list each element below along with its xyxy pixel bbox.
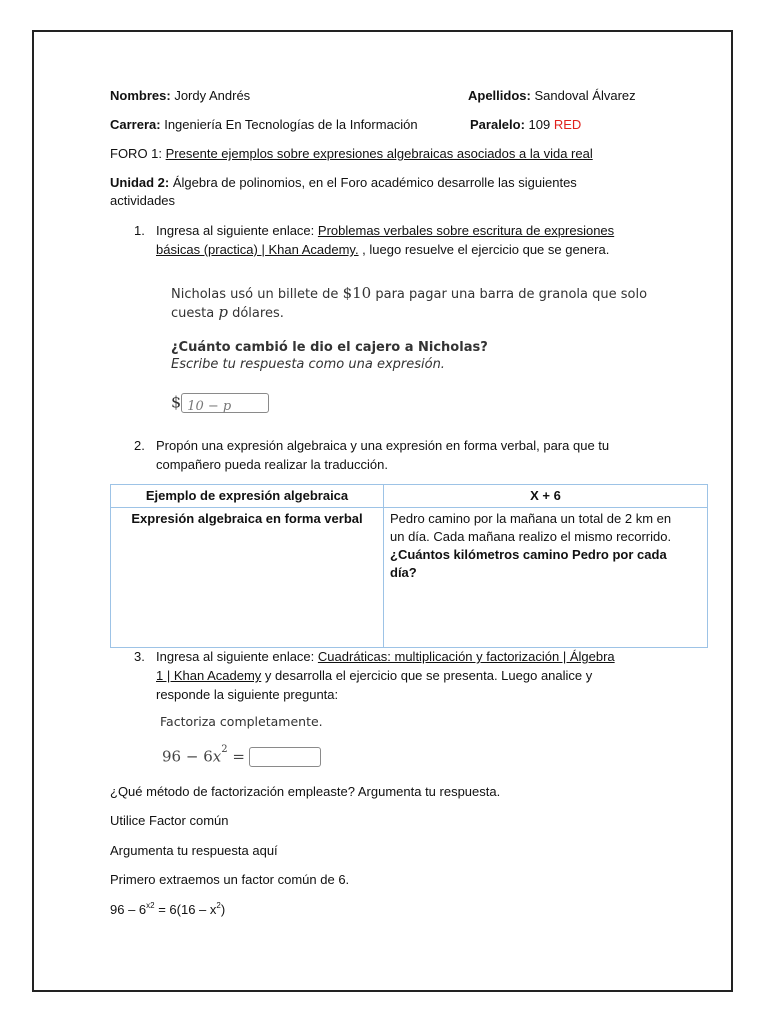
unidad-text-2: actividades — [110, 193, 176, 208]
problem-instruction: Escribe tu respuesta como una expresión. — [171, 357, 445, 372]
problem-text-c: cuesta — [171, 306, 219, 321]
paralelo-value: 109 — [528, 117, 551, 132]
problem-line1 — [171, 284, 647, 304]
item2-line2: compañero pueda realizar la traducción. — [156, 457, 388, 472]
nombres-value: Jordy Andrés — [174, 88, 251, 103]
nombres-label: Nombres: — [110, 88, 171, 103]
answer-value: 10 − p — [187, 398, 232, 414]
item2-line1: Propón una expresión algebraica y una expresión en forma verbal, para que tu — [156, 438, 610, 453]
problem-amount: $10 — [342, 284, 372, 302]
answer-row — [171, 391, 269, 414]
argue-label: Argumenta tu respuesta aquí — [110, 843, 278, 858]
result-b: = 6(16 – x — [154, 902, 217, 917]
factor-expr-a: 96 − 6 — [162, 747, 213, 766]
foro-line — [110, 145, 593, 163]
nombres-line — [110, 87, 250, 105]
result-a: 96 – 6 — [110, 902, 147, 917]
item3-line2 — [156, 667, 592, 685]
item1-number: 1. — [134, 223, 145, 238]
item3-number: 3. — [134, 649, 145, 664]
item1-after-link: , luego resuelve el ejercicio que se genera. — [358, 242, 610, 257]
paralelo-label: Paralelo: — [470, 117, 525, 132]
verbal-question-1: ¿Cuántos kilómetros camino Pedro por cada — [390, 547, 667, 562]
result-expression — [110, 901, 225, 919]
problem-line2 — [171, 303, 284, 323]
translation-table — [110, 484, 708, 648]
factor-expr-eq: = — [227, 747, 245, 766]
result-sup2: 2 — [216, 901, 221, 910]
verbal-line-2: un día. Cada mañana realizo el mismo recorrido. — [390, 529, 672, 544]
apellidos-label: Apellidos: — [468, 88, 531, 103]
answer-input[interactable] — [181, 393, 269, 413]
table-cell-verbal-label: Expresión algebraica en forma verbal — [111, 508, 384, 648]
table-row — [111, 508, 708, 648]
unidad-label: Unidad 2: — [110, 175, 170, 190]
problem-text-b: para pagar una barra de granola que solo — [371, 287, 648, 302]
item3-line3: responde la siguiente pregunta: — [156, 687, 339, 702]
factor-expr-var: x — [212, 747, 222, 766]
problem-text-a: Nicholas usó un billete de — [171, 287, 343, 302]
table-row — [111, 485, 708, 508]
unidad-text-1: Álgebra de polinomios, en el Foro académico desarrolle las siguientes — [172, 175, 577, 190]
problem-question: ¿Cuánto cambió le dio el cajero a Nicholas? — [171, 340, 488, 355]
paralelo-line — [470, 116, 581, 134]
factor-answer-input[interactable] — [249, 747, 321, 767]
item2-number: 2. — [134, 438, 145, 453]
carrera-label: Carrera: — [110, 117, 161, 132]
table-cell-expression: X + 6 — [384, 485, 708, 508]
step-text: Primero extraemos un factor común de 6. — [110, 872, 350, 887]
problem-text-d: dólares. — [227, 306, 284, 321]
factoriza-label: Factoriza completamente. — [160, 714, 323, 729]
carrera-value: Ingeniería En Tecnologías de la Información — [164, 117, 418, 132]
foro-title: Presente ejemplos sobre expresiones algebraicas asociados a la vida real — [165, 146, 593, 161]
method-answer: Utilice Factor común — [110, 813, 229, 828]
item3-link-2[interactable]: 1 | Khan Academy — [156, 668, 262, 683]
foro-label: FORO 1: — [110, 146, 163, 161]
apellidos-line — [468, 87, 636, 105]
item1-link-2[interactable]: básicas (practica) | Khan Academy. — [156, 242, 359, 257]
item1-line2 — [156, 241, 609, 259]
item1-link-1[interactable]: Problemas verbales sobre escritura de expresiones — [317, 223, 615, 238]
item3-intro: Ingresa al siguiente enlace: — [156, 649, 315, 664]
method-question: ¿Qué método de factorización empleaste? Argumenta tu respuesta. — [110, 784, 501, 799]
table-cell-header-label: Ejemplo de expresión algebraica — [111, 485, 384, 508]
carrera-line — [110, 116, 418, 134]
item3-after-link: y desarrolla el ejercicio que se presenta. Luego analice y — [261, 668, 593, 683]
item3-link-1[interactable]: Cuadráticas: multiplicación y factorización | Álgebra — [317, 649, 615, 664]
factor-expression — [162, 744, 321, 769]
verbal-question-2: día? — [390, 565, 417, 580]
problem-var: p — [218, 303, 228, 321]
paralelo-tag: RED — [553, 117, 582, 132]
item1-line1 — [156, 222, 614, 240]
unidad-line — [110, 174, 577, 192]
apellidos-value: Sandoval Álvarez — [534, 88, 636, 103]
table-cell-verbal-text — [384, 508, 708, 648]
result-c: ) — [220, 902, 226, 917]
factor-expr-exp: 2 — [221, 744, 228, 755]
dollar-sign: $ — [171, 392, 182, 412]
verbal-line-1: Pedro camino por la mañana un total de 2 km en — [390, 511, 672, 526]
item3-line1 — [156, 648, 615, 666]
result-sup: x2 — [146, 901, 155, 910]
item1-intro: Ingresa al siguiente enlace: — [156, 223, 315, 238]
